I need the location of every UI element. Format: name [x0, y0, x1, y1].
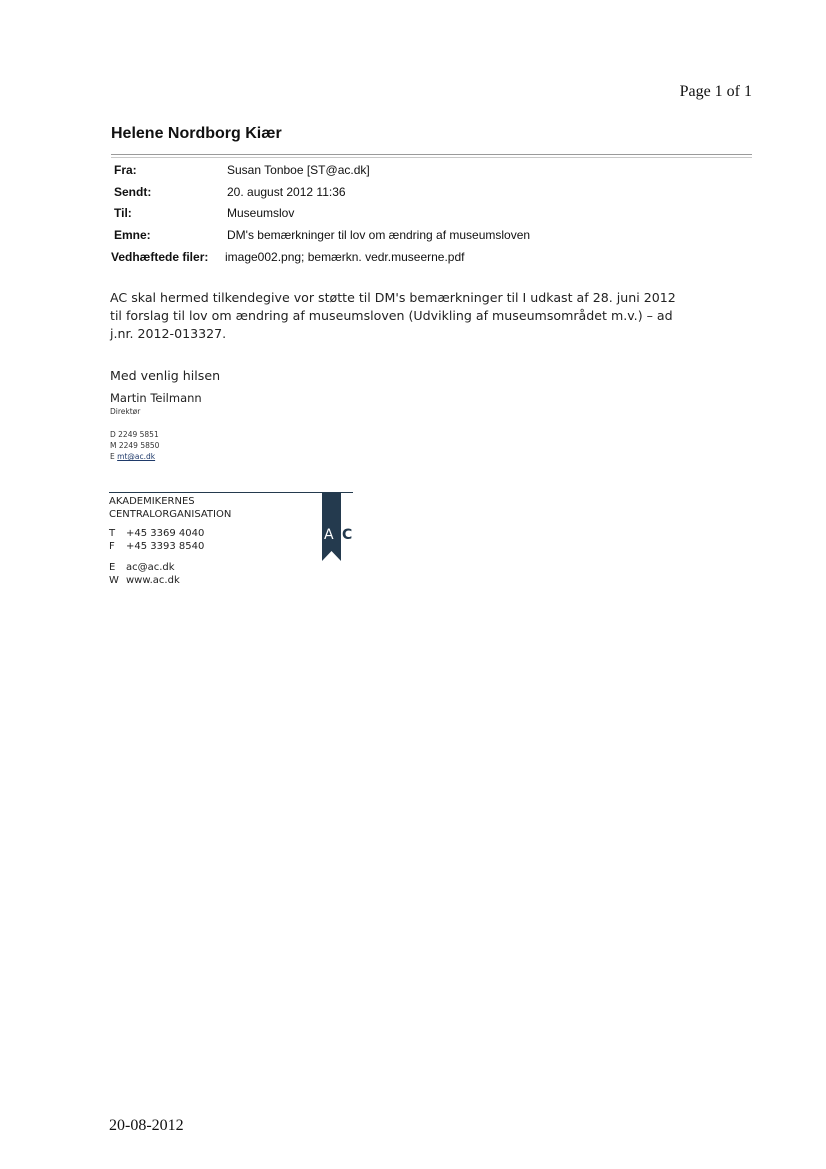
sent-label: Sendt:: [114, 184, 152, 199]
footer-date: 20-08-2012: [109, 1117, 184, 1134]
closing-greeting: Med venlig hilsen: [110, 368, 221, 383]
header-divider-secondary: [111, 157, 752, 158]
ac-logo-letter-c: C: [342, 527, 353, 543]
org-phone-key: T: [109, 528, 116, 539]
to-label: Til:: [114, 206, 132, 221]
org-email-key: E: [109, 562, 116, 573]
org-name: AKADEMIKERNES CENTRALORGANISATION: [109, 496, 232, 520]
signature-email-link[interactable]: mt@ac.dk: [117, 452, 156, 461]
subject-label: Emne:: [114, 228, 151, 243]
header-divider: [111, 154, 752, 155]
to-value: Museumslov: [227, 206, 295, 221]
org-fax: [109, 541, 204, 552]
page-number: Page 1 of 1: [679, 83, 752, 100]
sent-value: 20. august 2012 11:36: [227, 184, 346, 199]
signature-direct-phone: D 2249 5851: [110, 430, 159, 439]
org-web: [109, 575, 180, 586]
from-label: Fra:: [114, 163, 137, 177]
org-divider: [109, 492, 353, 493]
signature-email-prefix: E: [110, 452, 115, 461]
org-fax-key: F: [109, 541, 115, 552]
from-value: Susan Tonboe [ST@ac.dk]: [227, 163, 370, 177]
attachments-value: image002.png; bemærkn. vedr.museerne.pdf: [225, 249, 465, 264]
signature-mobile-phone: M 2249 5850: [110, 441, 160, 450]
org-email-value[interactable]: ac@ac.dk: [126, 562, 175, 573]
org-web-value[interactable]: www.ac.dk: [126, 575, 180, 586]
org-web-key: W: [109, 575, 119, 586]
org-fax-value: +45 3393 8540: [126, 541, 205, 552]
signature-email-line: [110, 452, 155, 461]
org-phone-value: +45 3369 4040: [126, 528, 205, 539]
signature-name: Martin Teilmann: [110, 391, 202, 405]
ac-logo-letter-a: A: [324, 527, 334, 543]
mailbox-owner-name: Helene Nordborg Kiær: [111, 125, 282, 142]
attachments-label: Vedhæftede filer:: [111, 249, 209, 264]
subject-value: DM's bemærkninger til lov om ændring af museumsloven: [227, 228, 531, 243]
org-phone: [109, 528, 204, 539]
signature-title: Direktør: [110, 407, 141, 416]
org-email: [109, 562, 175, 573]
email-body-text: AC skal hermed tilkendegive vor støtte til DM's bemærkninger til I udkast af 28. juni 2012 til forslag til lov om ændring af museumsloven (Udvikling af museumsområdet m.v.) – ad j.nr. 2012-013327.: [110, 290, 676, 341]
